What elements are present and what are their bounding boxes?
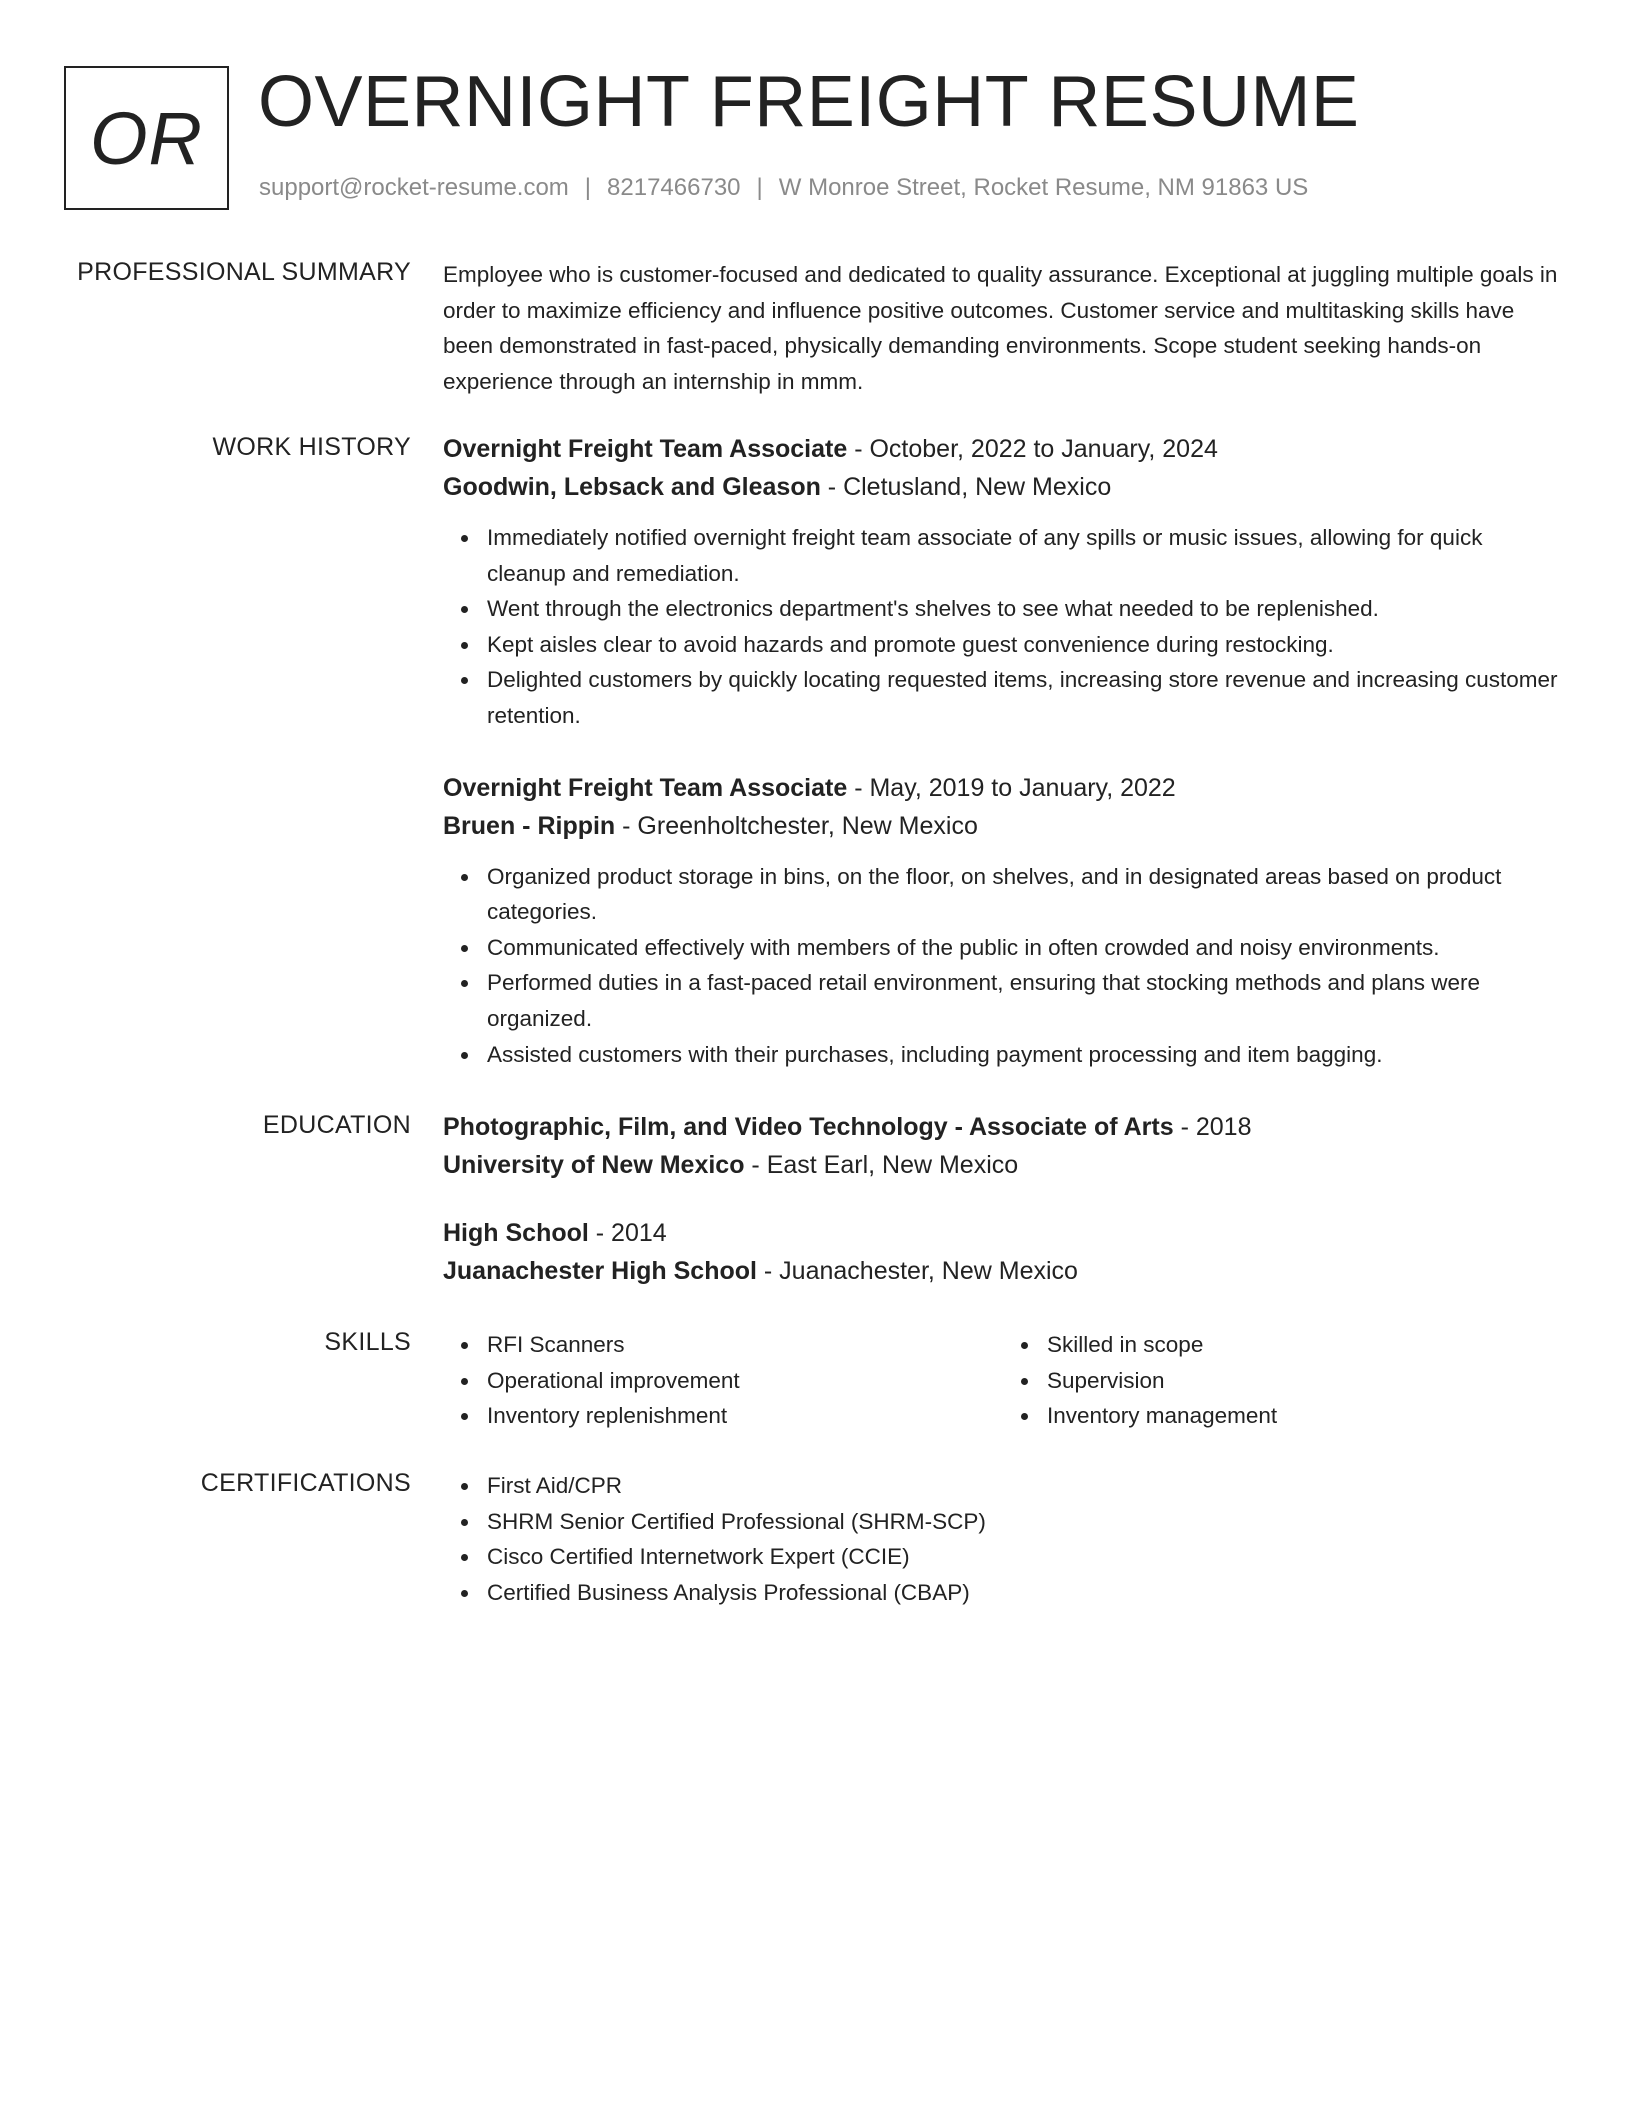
education-school: University of New Mexico — [443, 1151, 745, 1179]
skill-item: Operational improvement — [487, 1363, 1003, 1399]
job-duty: Went through the electronics department's shelves to see what needed to be replenished. — [487, 591, 1563, 627]
skill-item: Inventory management — [1047, 1398, 1563, 1434]
job-company: Bruen - Rippin — [443, 811, 616, 840]
job-company-line — [443, 807, 1563, 845]
contact-separator: | — [584, 174, 592, 201]
job-duty: Kept aisles clear to avoid hazards and promote guest convenience during restocking. — [487, 627, 1563, 663]
education-degree-line — [443, 1214, 1563, 1252]
education-school: Juanachester High School — [443, 1257, 757, 1285]
job-duty: Organized product storage in bins, on the floor, on shelves, and in designated areas based on product categories. — [487, 859, 1563, 930]
job-duty: Delighted customers by quickly locating requested items, increasing store revenue and increasing customer retention. — [487, 662, 1563, 733]
summary-text: Employee who is customer-focused and dedicated to quality assurance. Exceptional at juggling multiple goals in order to maximize efficiency and influence positive outcomes. Customer service and multitasking skills have been demonstrated in fast-paced, physically demanding environments. Scope student seeking hands-on experience through an internship in mmm. — [443, 262, 1558, 394]
education-entry — [443, 1108, 1563, 1184]
job-duties-list — [443, 859, 1563, 1073]
job-duty: Immediately notified overnight freight team associate of any spills or music issues, allowing for quick cleanup and remediation. — [487, 520, 1563, 591]
education-degree: High School — [443, 1219, 589, 1247]
job-entry — [443, 769, 1563, 1073]
job-location: - Cletusland, New Mexico — [820, 473, 1112, 501]
education-degree: Photographic, Film, and Video Technology - Associate of Arts — [443, 1113, 1174, 1141]
education-degree-line — [443, 1108, 1563, 1146]
monogram-logo: OR — [64, 66, 229, 210]
skill-item: Skilled in scope — [1047, 1327, 1563, 1363]
section-body-certifications — [443, 1468, 1563, 1610]
job-entry — [443, 430, 1563, 734]
education-year: - 2014 — [588, 1219, 667, 1247]
job-role-line — [443, 430, 1563, 468]
job-company-line — [443, 468, 1563, 506]
certification-item: First Aid/CPR — [487, 1468, 1563, 1504]
contact-email: support@rocket-resume.com — [259, 174, 569, 201]
education-school-line — [443, 1146, 1563, 1184]
education-entry — [443, 1214, 1563, 1290]
section-title-skills: SKILLS — [324, 1328, 411, 1356]
education-school-line — [443, 1252, 1563, 1290]
certification-item: SHRM Senior Certified Professional (SHRM-SCP) — [487, 1504, 1563, 1540]
skill-item: Inventory replenishment — [487, 1398, 1003, 1434]
skill-item: RFI Scanners — [487, 1327, 1003, 1363]
section-title-work-history: WORK HISTORY — [212, 433, 411, 461]
job-duty: Assisted customers with their purchases, including payment processing and item bagging. — [487, 1037, 1563, 1073]
education-location: - Juanachester, New Mexico — [756, 1257, 1078, 1285]
section-body-skills — [443, 1327, 1563, 1434]
job-role: Overnight Freight Team Associate — [443, 773, 848, 802]
section-title-summary: PROFESSIONAL SUMMARY — [77, 258, 411, 286]
skills-columns — [443, 1327, 1563, 1434]
section-title-education: EDUCATION — [262, 1111, 411, 1139]
contact-line — [259, 174, 1308, 202]
job-role-line — [443, 769, 1563, 807]
job-duty: Communicated effectively with members of the public in often crowded and noisy environments. — [487, 930, 1563, 966]
education-location: - East Earl, New Mexico — [744, 1151, 1019, 1179]
job-dates: - October, 2022 to January, 2024 — [847, 435, 1218, 463]
job-dates: - May, 2019 to January, 2022 — [847, 773, 1176, 802]
section-body-work-history — [443, 430, 1563, 1072]
job-duties-list — [443, 520, 1563, 734]
job-duty: Performed duties in a fast-paced retail environment, ensuring that stocking methods and plans were organized. — [487, 965, 1563, 1036]
skill-item: Supervision — [1047, 1363, 1563, 1399]
contact-address: W Monroe Street, Rocket Resume, NM 91863 US — [778, 174, 1309, 201]
contact-phone: 8217466730 — [607, 174, 741, 201]
job-location: - Greenholtchester, New Mexico — [615, 811, 978, 840]
section-body-summary — [443, 257, 1563, 399]
job-company: Goodwin, Lebsack and Gleason — [443, 473, 821, 501]
certification-item: Certified Business Analysis Professional (CBAP) — [487, 1575, 1563, 1611]
contact-separator: | — [756, 174, 763, 201]
certifications-list — [443, 1468, 1563, 1610]
section-body-education — [443, 1108, 1563, 1290]
resume-title: OVERNIGHT FREIGHT RESUME — [258, 62, 1360, 142]
education-year: - 2018 — [1173, 1113, 1252, 1141]
resume-header — [64, 62, 1592, 210]
certification-item: Cisco Certified Internetwork Expert (CCIE) — [487, 1539, 1563, 1575]
section-title-certifications: CERTIFICATIONS — [200, 1469, 411, 1497]
job-role: Overnight Freight Team Associate — [443, 435, 848, 463]
skills-list-left — [443, 1327, 1003, 1434]
skills-list-right — [1003, 1327, 1563, 1434]
